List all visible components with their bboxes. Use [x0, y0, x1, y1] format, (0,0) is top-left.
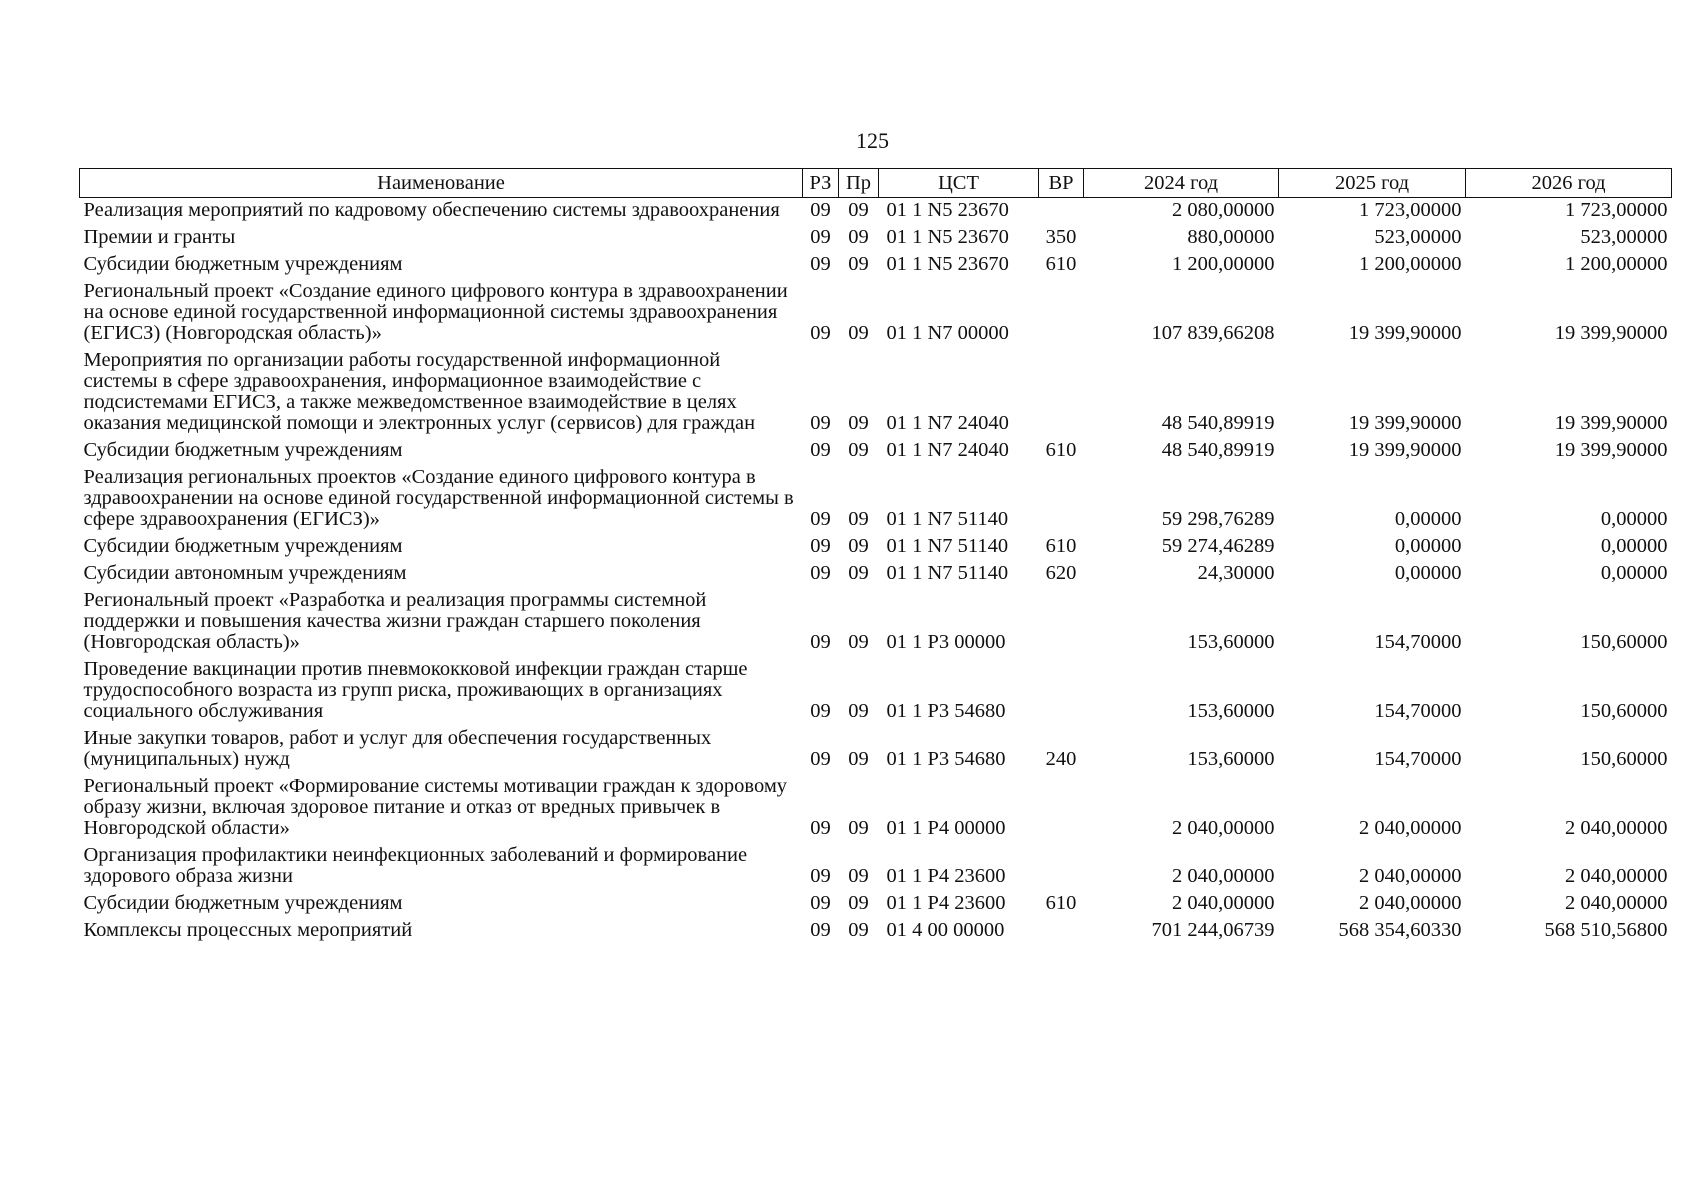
cell-rz: 09 [810, 322, 831, 344]
cell-pr: 09 [848, 226, 869, 248]
cell-rz: 09 [810, 748, 831, 770]
cell-y2026: 0,00000 [1600, 562, 1668, 584]
page-number: 125 [856, 128, 889, 153]
cell-rz: 09 [810, 508, 831, 530]
cell-y2025: 0,00000 [1394, 562, 1462, 584]
cell-name: Субсидии автономным учреждениям [83, 562, 407, 584]
cell-y2025: 1 200,00000 [1359, 253, 1462, 275]
cell-pr: 09 [848, 562, 869, 584]
header-2025: 2025 год [1279, 169, 1466, 198]
cell-y2024: 48 540,89919 [1161, 439, 1275, 461]
cell-pr: 09 [848, 439, 869, 461]
cell-y2024: 24,30000 [1197, 562, 1275, 584]
table-row [80, 891, 1672, 918]
cell-rz: 09 [810, 562, 831, 584]
cell-vr [1039, 588, 1084, 657]
table-body [80, 198, 1672, 946]
cell-pr: 09 [848, 865, 869, 887]
cell-y2024: 107 839,66208 [1151, 322, 1275, 344]
cell-vr [1039, 918, 1084, 945]
cell-name: Субсидии бюджетным учреждениям [83, 439, 403, 461]
cell-y2025: 2 040,00000 [1359, 865, 1462, 887]
cell-rz: 09 [810, 412, 831, 434]
cell-y2026: 19 399,90000 [1554, 439, 1668, 461]
cell-cst: 01 1 N7 24040 [886, 439, 1009, 461]
cell-pr: 09 [848, 253, 869, 275]
budget-table [79, 168, 1672, 945]
cell-y2024: 59 298,76289 [1161, 508, 1275, 530]
cell-y2026: 1 200,00000 [1565, 253, 1668, 275]
table-row [80, 252, 1672, 279]
cell-rz: 09 [810, 817, 831, 839]
table-row [80, 843, 1672, 891]
header-cst: ЦСТ [879, 169, 1039, 198]
cell-cst: 01 1 P4 00000 [886, 817, 1006, 839]
header-2024: 2024 год [1084, 169, 1279, 198]
cell-y2025: 568 354,60330 [1338, 919, 1462, 941]
cell-cst: 01 1 P3 00000 [886, 631, 1006, 653]
cell-name: Иные закупки товаров, работ и услуг для обеспечения государственных (муниципальных) нужд [83, 727, 712, 770]
cell-vr [1039, 465, 1084, 534]
cell-rz: 09 [810, 700, 831, 722]
cell-y2026: 2 040,00000 [1565, 865, 1668, 887]
cell-y2026: 19 399,90000 [1554, 322, 1668, 344]
cell-rz: 09 [810, 535, 831, 557]
table-row [80, 918, 1672, 945]
cell-y2024: 1 200,00000 [1172, 253, 1275, 275]
cell-name: Премии и гранты [83, 226, 236, 248]
cell-cst: 01 1 P4 23600 [886, 865, 1006, 887]
table-row [80, 561, 1672, 588]
cell-rz: 09 [810, 226, 831, 248]
cell-name: Субсидии бюджетным учреждениям [83, 535, 403, 557]
table-row [80, 726, 1672, 774]
table-row [80, 534, 1672, 561]
cell-rz: 09 [810, 439, 831, 461]
cell-y2024: 2 080,00000 [1172, 199, 1275, 221]
cell-vr: 610 [1045, 535, 1077, 557]
cell-name: Региональный проект «Формирование системы мотивации граждан к здоровому образу жизни, включая здоровое питание и отказ от вредных привычек в Новгородской области» [83, 775, 788, 839]
cell-vr [1039, 657, 1084, 726]
cell-name: Комплексы процессных мероприятий [83, 919, 413, 941]
cell-rz: 09 [810, 919, 831, 941]
cell-y2025: 2 040,00000 [1359, 892, 1462, 914]
cell-y2026: 150,60000 [1580, 631, 1668, 653]
cell-pr: 09 [848, 199, 869, 221]
cell-pr: 09 [848, 748, 869, 770]
cell-y2024: 153,60000 [1187, 631, 1275, 653]
cell-cst: 01 1 N7 51140 [886, 535, 1009, 557]
cell-y2026: 2 040,00000 [1565, 892, 1668, 914]
header-rz: РЗ [803, 169, 839, 198]
cell-y2024: 2 040,00000 [1172, 892, 1275, 914]
cell-pr: 09 [848, 919, 869, 941]
cell-y2026: 19 399,90000 [1554, 412, 1668, 434]
cell-y2025: 523,00000 [1374, 226, 1462, 248]
table-header [80, 169, 1672, 198]
cell-vr: 610 [1045, 892, 1077, 914]
table-row [80, 198, 1672, 226]
cell-pr: 09 [848, 412, 869, 434]
cell-name: Реализация региональных проектов «Создание единого цифрового контура в здравоохранении на основе единой государственной информационной системы в сфере здравоохранения (ЕГИСЗ)» [83, 466, 794, 530]
cell-vr [1039, 198, 1084, 226]
cell-name: Проведение вакцинации против пневмококковой инфекции граждан старше трудоспособного возраста из групп риска, проживающих в организациях социального обслуживания [83, 658, 748, 722]
cell-name: Субсидии бюджетным учреждениям [83, 253, 403, 275]
cell-pr: 09 [848, 631, 869, 653]
cell-y2024: 48 540,89919 [1161, 412, 1275, 434]
cell-cst: 01 1 N7 00000 [886, 322, 1009, 344]
cell-y2025: 2 040,00000 [1359, 817, 1462, 839]
cell-vr [1039, 774, 1084, 843]
table-row [80, 588, 1672, 657]
header-pr: Пр [839, 169, 879, 198]
cell-vr [1039, 348, 1084, 438]
cell-y2026: 150,60000 [1580, 748, 1668, 770]
cell-vr: 350 [1045, 226, 1077, 248]
cell-cst: 01 1 N5 23670 [886, 199, 1009, 221]
cell-y2025: 154,70000 [1374, 631, 1462, 653]
cell-rz: 09 [810, 631, 831, 653]
cell-y2026: 568 510,56800 [1544, 919, 1668, 941]
cell-y2026: 1 723,00000 [1565, 199, 1668, 221]
cell-rz: 09 [810, 199, 831, 221]
cell-name: Организация профилактики неинфекционных заболеваний и формирование здорового образа жизни [83, 844, 748, 887]
cell-cst: 01 1 P4 23600 [886, 892, 1006, 914]
table-row [80, 774, 1672, 843]
cell-cst: 01 4 00 00000 [886, 919, 1005, 941]
cell-rz: 09 [810, 865, 831, 887]
cell-y2026: 0,00000 [1600, 535, 1668, 557]
cell-y2024: 701 244,06739 [1151, 919, 1275, 941]
cell-y2024: 153,60000 [1187, 748, 1275, 770]
cell-y2024: 2 040,00000 [1172, 817, 1275, 839]
cell-y2024: 880,00000 [1187, 226, 1275, 248]
table-row [80, 657, 1672, 726]
table-row [80, 279, 1672, 348]
cell-y2025: 0,00000 [1394, 535, 1462, 557]
cell-y2025: 0,00000 [1394, 508, 1462, 530]
header-2026: 2026 год [1466, 169, 1672, 198]
cell-pr: 09 [848, 322, 869, 344]
cell-pr: 09 [848, 535, 869, 557]
cell-y2025: 154,70000 [1374, 700, 1462, 722]
cell-y2024: 153,60000 [1187, 700, 1275, 722]
cell-name: Субсидии бюджетным учреждениям [83, 892, 403, 914]
cell-vr: 240 [1045, 748, 1077, 770]
cell-y2025: 19 399,90000 [1348, 439, 1462, 461]
header-name: Наименование [80, 169, 803, 198]
cell-cst: 01 1 N7 51140 [886, 508, 1009, 530]
table-row [80, 465, 1672, 534]
cell-vr: 610 [1045, 253, 1077, 275]
cell-y2025: 154,70000 [1374, 748, 1462, 770]
cell-y2025: 1 723,00000 [1359, 199, 1462, 221]
cell-name: Региональный проект «Создание единого цифрового контура в здравоохранении на основе единой государственной информационной системы здравоохранения (ЕГИСЗ) (Новгородская область)» [83, 280, 788, 344]
table-row [80, 348, 1672, 438]
cell-vr [1039, 279, 1084, 348]
cell-cst: 01 1 P3 54680 [886, 700, 1006, 722]
cell-y2026: 2 040,00000 [1565, 817, 1668, 839]
cell-y2024: 2 040,00000 [1172, 865, 1275, 887]
cell-cst: 01 1 N5 23670 [886, 226, 1009, 248]
cell-cst: 01 1 P3 54680 [886, 748, 1006, 770]
cell-y2025: 19 399,90000 [1348, 412, 1462, 434]
cell-cst: 01 1 N5 23670 [886, 253, 1009, 275]
cell-rz: 09 [810, 253, 831, 275]
cell-y2026: 150,60000 [1580, 700, 1668, 722]
cell-pr: 09 [848, 892, 869, 914]
cell-pr: 09 [848, 817, 869, 839]
cell-y2024: 59 274,46289 [1161, 535, 1275, 557]
cell-vr: 620 [1045, 562, 1077, 584]
cell-cst: 01 1 N7 24040 [886, 412, 1009, 434]
cell-cst: 01 1 N7 51140 [886, 562, 1009, 584]
cell-name: Мероприятия по организации работы государственной информационной системы в сфере здравоохранения, информационное взаимодействие с подсистемами ЕГИСЗ, а также межведомственное взаимодействие в целях оказания медицинской помощи и электронных услуг (сервисов) для граждан [83, 349, 756, 434]
cell-name: Реализация мероприятий по кадровому обеспечению системы здравоохранения [83, 199, 780, 221]
cell-vr [1039, 843, 1084, 891]
cell-rz: 09 [810, 892, 831, 914]
cell-vr: 610 [1045, 439, 1077, 461]
cell-name: Региональный проект «Разработка и реализация программы системной поддержки и повышения качества жизни граждан старшего поколения (Новгородская область)» [83, 589, 707, 653]
table-row [80, 438, 1672, 465]
cell-y2025: 19 399,90000 [1348, 322, 1462, 344]
cell-pr: 09 [848, 700, 869, 722]
cell-y2026: 523,00000 [1580, 226, 1668, 248]
cell-y2026: 0,00000 [1600, 508, 1668, 530]
cell-pr: 09 [848, 508, 869, 530]
header-vr: ВР [1039, 169, 1084, 198]
table-row [80, 225, 1672, 252]
